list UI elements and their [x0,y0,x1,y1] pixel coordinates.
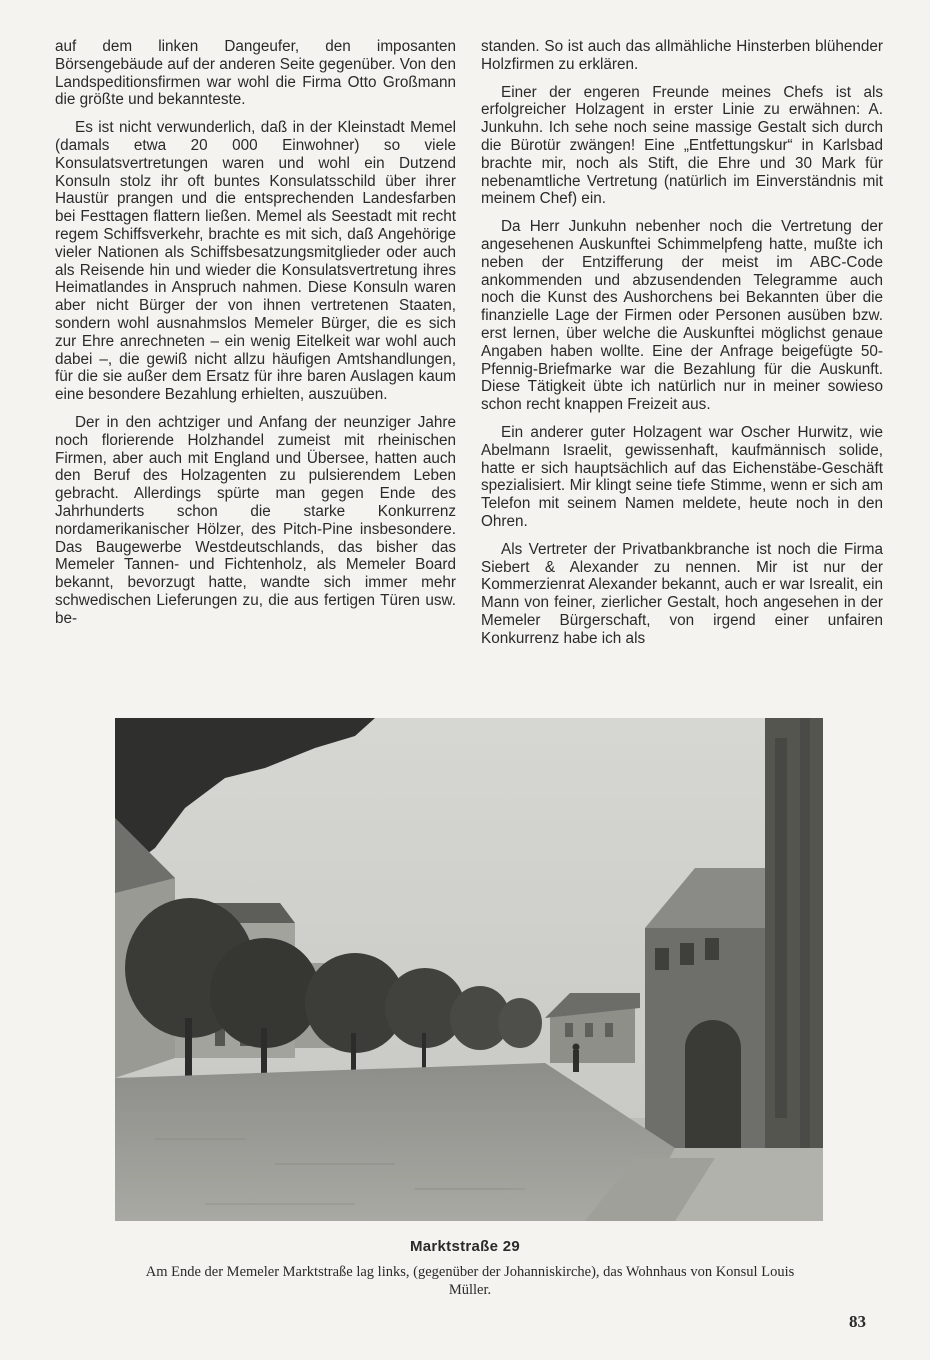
paragraph: Einer der engeren Freunde meines Chefs ist als erfolgreicher Holzagent in erster Linie zu erwähnen: A. Junkuhn. Ich sehe noch seine massige Gestalt sich durch die Bürotür zwängen! Eine „Entfettungskur“ in Karlsbad brachte mir, noch als Stift, die Ehre und 30 Mark für nebenamtliche Vertretung (natürlich im Einverständnis mit meinem Chef) ein. [481,83,883,208]
street-photograph-drawing [115,718,823,1221]
paragraph: Es ist nicht verwunderlich, daß in der Kleinstadt Memel (damals etwa 20 000 Einwohner) so viele Konsulatsvertretungen waren und wohl ein Dutzend Konsuln stolz ihr oft buntes Konsulatsschild über ihrer Haustür prangen und die entsprechenden Landesfarben bei Festtagen flattern ließen. Memel als Seestadt mit recht regem Schiffsverkehr, brachte es mit sich, daß Angehörige vieler Nationen als Schiffsbesatzungsmitglieder oder auch als Reisende hin und wieder die Konsulatsvertretung ihres Heimatlandes in Anspruch nahmen. Diese Konsuln waren aber nicht Bürger der von ihnen vertretenen Staaten, sondern wohl ausnahmslos Memeler Bürger, die es sich zur Ehre anrechneten – ein wenig Eitelkeit war wohl auch dabei –, die gewiß nicht allzu häufigen Amtshandlungen, für die sie außer dem Ersatz für ihre baren Auslagen kaum eine besondere Bezahlung erhielten, auszuüben. [55,119,456,404]
paragraph: Der in den achtziger und Anfang der neunziger Jahre noch florierende Holzhandel zumeist mit rheinischen Firmen, aber auch mit England und Übersee, hatten auch den Beruf des Holzagenten zu pulsierendem Leben gebracht. Allerdings spürte man gegen Ende des Jahrhunderts schon die starke Konkurrenz nordamerikanischer Hölzer, des Pitch-Pine insbesondere. Das Baugewerbe Westdeutschlands, das bisher das Memeler Tannen- und Fichtenholz, als Memeler Board bekannt, bevorzugt hatte, wandte sich immer mehr schwedischen Lieferungen zu, die aus fertigen Türen usw. be- [55,413,456,627]
paragraph: Ein anderer guter Holzagent war Oscher Hurwitz, wie Abelmann Israelit, gewissenhaft, kaufmännisch solide, hatte er sich hauptsächlich auf das Eichenstäbe-Geschäft spezialisiert. Mir klingt seine tiefe Stimme, wenn er sich am Telefon mit seinem Namen meldete, heute noch in den Ohren. [481,423,883,530]
paragraph: auf dem linken Dangeufer, den imposanten Börsengebäude auf der anderen Seite gegenüber. Von den Landspeditionsfirmen war wohl die Firma Otto Großmann die größte und bekannteste. [55,38,456,109]
figure-caption: Am Ende der Memeler Marktstraße lag links, (gegenüber der Johanniskirche), das Wohnhaus von Konsul Louis Müller. [145,1264,795,1298]
page-number: 83 [849,1312,866,1331]
left-text-column [55,38,456,638]
street-photograph [115,718,823,1221]
paragraph: standen. So ist auch das allmähliche Hinsterben blühender Holzfirmen zu erklären. [481,38,883,73]
paragraph: Da Herr Junkuhn nebenher noch die Vertretung der angesehenen Auskunftei Schimmelpfeng hatte, mußte ich neben der Entzifferung der meist im ABC-Code ankommenden und abzusendenden Telegramme auch noch die Kunst des Aushorchens bei Bekannten über die finanzielle Lage der Firmen oder Personen ausüben bzw. erst lernen, über welche die Auskunftei möglichst genaue Angaben haben wollte. Eine der Anfrage beigefügte 50-Pfennig-Briefmarke war die Bezahlung für die Auskunft. Diese Tätigkeit übte ich natürlich nur in meiner sowieso schon recht knappen Freizeit aus. [481,218,883,414]
figure-title: Marktstraße 29 [409,1238,521,1255]
right-text-column [481,38,883,658]
paragraph: Als Vertreter der Privatbankbranche ist noch die Firma Siebert & Alexander zu nennen. Mir ist nur der Kommerzienrat Alexander bekannt, auch er war Isrealit, ein Mann von feiner, zierlicher Gestalt, hoch angesehen in der Memeler Bürgerschaft, von irgend einer unfairen Konkurrenz habe ich als [481,540,883,647]
